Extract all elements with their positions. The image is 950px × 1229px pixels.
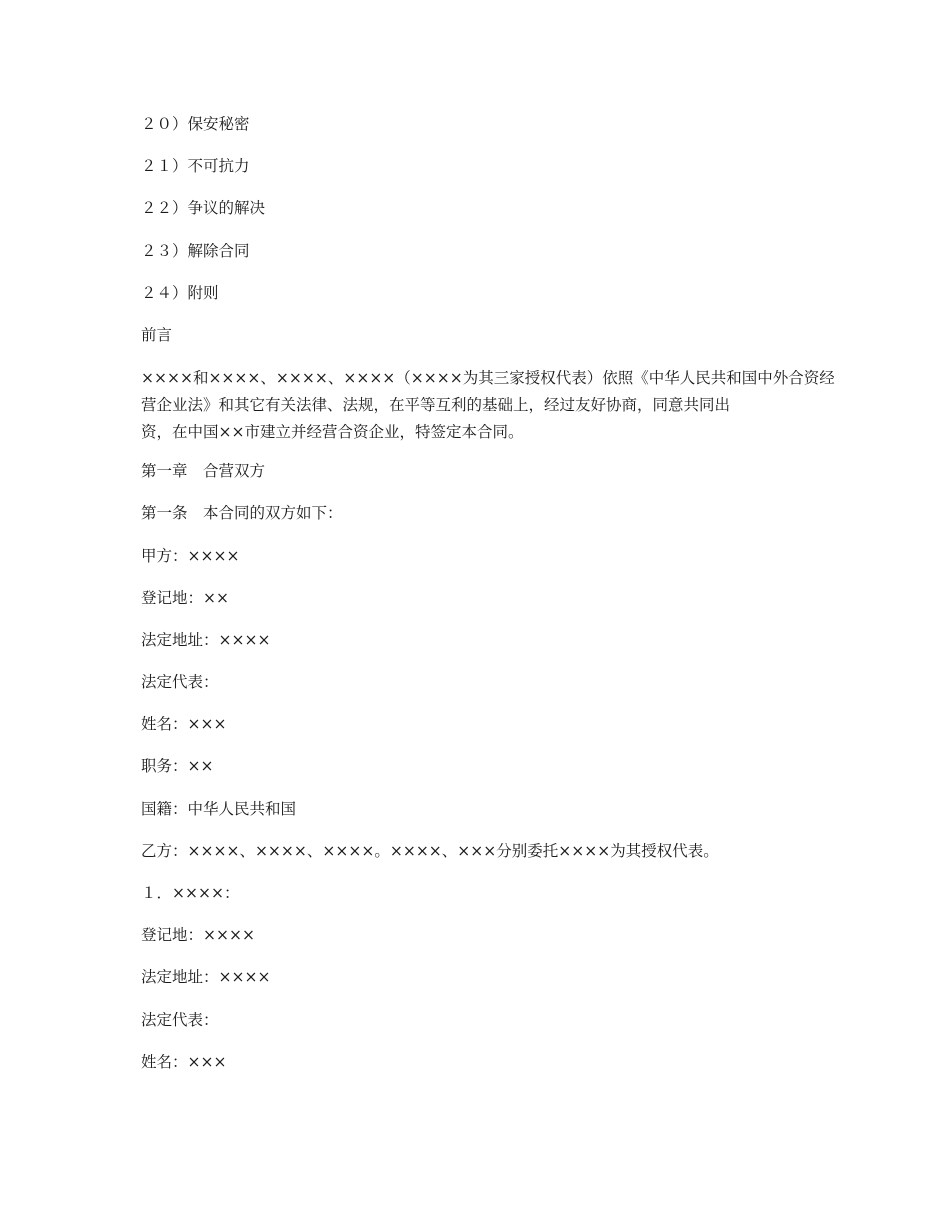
party-b-item-1: １．××××： <box>141 884 240 902</box>
party-a-nationality: 国籍：中华人民共和国 <box>141 799 297 818</box>
party-a-registered-place: 登记地：×× <box>141 588 229 607</box>
preface-line: 资，在中国××市建立并经营合资企业，特签定本合同。 <box>141 423 524 442</box>
toc-item: ２２）争议的解决 <box>141 199 266 218</box>
document-body <box>141 112 835 1092</box>
preface-paragraph <box>141 365 835 446</box>
party-b-summary: 乙方：××××、××××、××××。××××、×××分别委托××××为其授权代表。 <box>141 841 719 860</box>
preface-line: ××××和××××、××××、××××（××××为其三家授权代表）依照《中华人民共和国中外合资经 <box>141 369 835 388</box>
preface-heading: 前言 <box>141 325 173 344</box>
party-b-rep-name: 姓名：××× <box>141 1052 227 1071</box>
toc-item: ２４）附则 <box>141 283 219 302</box>
party-b-legal-address: 法定地址：×××× <box>141 968 271 987</box>
article-heading: 第一条 本合同的双方如下： <box>141 504 343 523</box>
party-a-legal-address: 法定地址：×××× <box>141 630 271 649</box>
chapter-heading: 第一章 合营双方 <box>141 462 266 481</box>
toc-item: ２３）解除合同 <box>141 241 250 260</box>
toc-item: ２１）不可抗力 <box>141 157 250 176</box>
party-a-rep-name: 姓名：××× <box>141 715 227 734</box>
party-a-name: 甲方：×××× <box>141 546 240 565</box>
toc-item: ２０）保安秘密 <box>141 115 250 133</box>
party-b-registered-place: 登记地：×××× <box>141 926 255 945</box>
preface-line: 营企业法》和其它有关法律、法规，在平等互利的基础上，经过友好协商，同意共同出 <box>141 396 731 415</box>
party-b-legal-rep: 法定代表： <box>141 1010 219 1029</box>
party-a-legal-rep: 法定代表： <box>141 673 219 692</box>
party-a-rep-title: 职务：×× <box>141 757 214 776</box>
